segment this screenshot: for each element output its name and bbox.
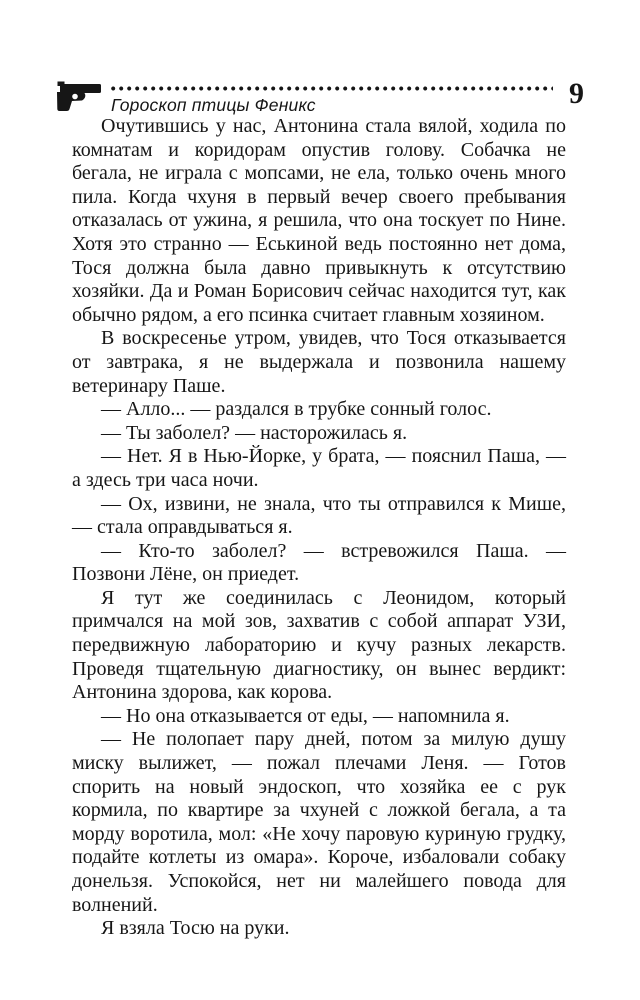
- paragraph: В воскресенье утром, увидев, что Тося отказывается от завтрака, я не выдержала и позвонила нашему ветеринару Паше.: [72, 327, 566, 397]
- running-title: Гороскоп птицы Феникс: [111, 95, 316, 115]
- running-header: [56, 77, 584, 116]
- dotted-separator: [111, 86, 553, 91]
- paragraph: — Ты заболел? — насторожилась я.: [101, 421, 408, 444]
- paragraph: Я взяла Тосю на руки.: [101, 917, 290, 940]
- paragraph: — Но она отказывается от еды, — напомнила я.: [101, 704, 510, 727]
- page-number: 9: [569, 77, 584, 110]
- pistol-icon: [56, 81, 102, 111]
- paragraph: — Не полопает пару дней, потом за милую душу миску вылижет, — пожал плечами Леня. — Готов спорить на новый эндоскоп, что хозяйка ее с рук кормила, по квартире за чхуней с ложкой бегала, а та морду воротила, мол: «Не хочу паровую куриную грудку, подайте котлеты из омара». Короче, избаловали собаку донельзя. Успокойся, нет ни малейшего повода для волнений.: [72, 728, 566, 916]
- paragraph: — Алло... — раздался в трубке сонный голос.: [101, 398, 492, 421]
- page-text: [72, 115, 566, 941]
- paragraph: — Кто-то заболел? — встревожился Паша. — Позвони Лёне, он приедет.: [72, 539, 566, 586]
- paragraph: — Нет. Я в Нью-Йорке, у брата, — пояснил Паша, — а здесь три часа ночи.: [72, 445, 566, 491]
- paragraph: Очутившись у нас, Антонина стала вялой, ходила по комнатам и коридорам опустив голову. Собачка не бегала, не играла с мопсами, не ела, только очень много пила. Когда чхуня в первый вечер своего пребывания отказалась от ужина, я решила, что она тоскует по Нине. Хотя это странно — Еськиной ведь постоянно нет дома, Тося должна была давно привыкнуть к отсутствию хозяйки. Да и Роман Борисович сейчас находится тут, как обычно рядом, а его псинка считает главным хозяином.: [72, 115, 566, 326]
- header-middle: [111, 80, 553, 116]
- paragraph: — Ох, извини, не знала, что ты отправился к Мише, — стала оправдываться я.: [72, 492, 566, 539]
- paragraph: Я тут же соединилась с Леонидом, который примчался на мой зов, захватив с собой аппарат УЗИ, передвижную лабораторию и кучу разных лекарств. Проведя тщательную диагностику, он вынес вердикт: Антонина здорова, как корова.: [72, 586, 566, 704]
